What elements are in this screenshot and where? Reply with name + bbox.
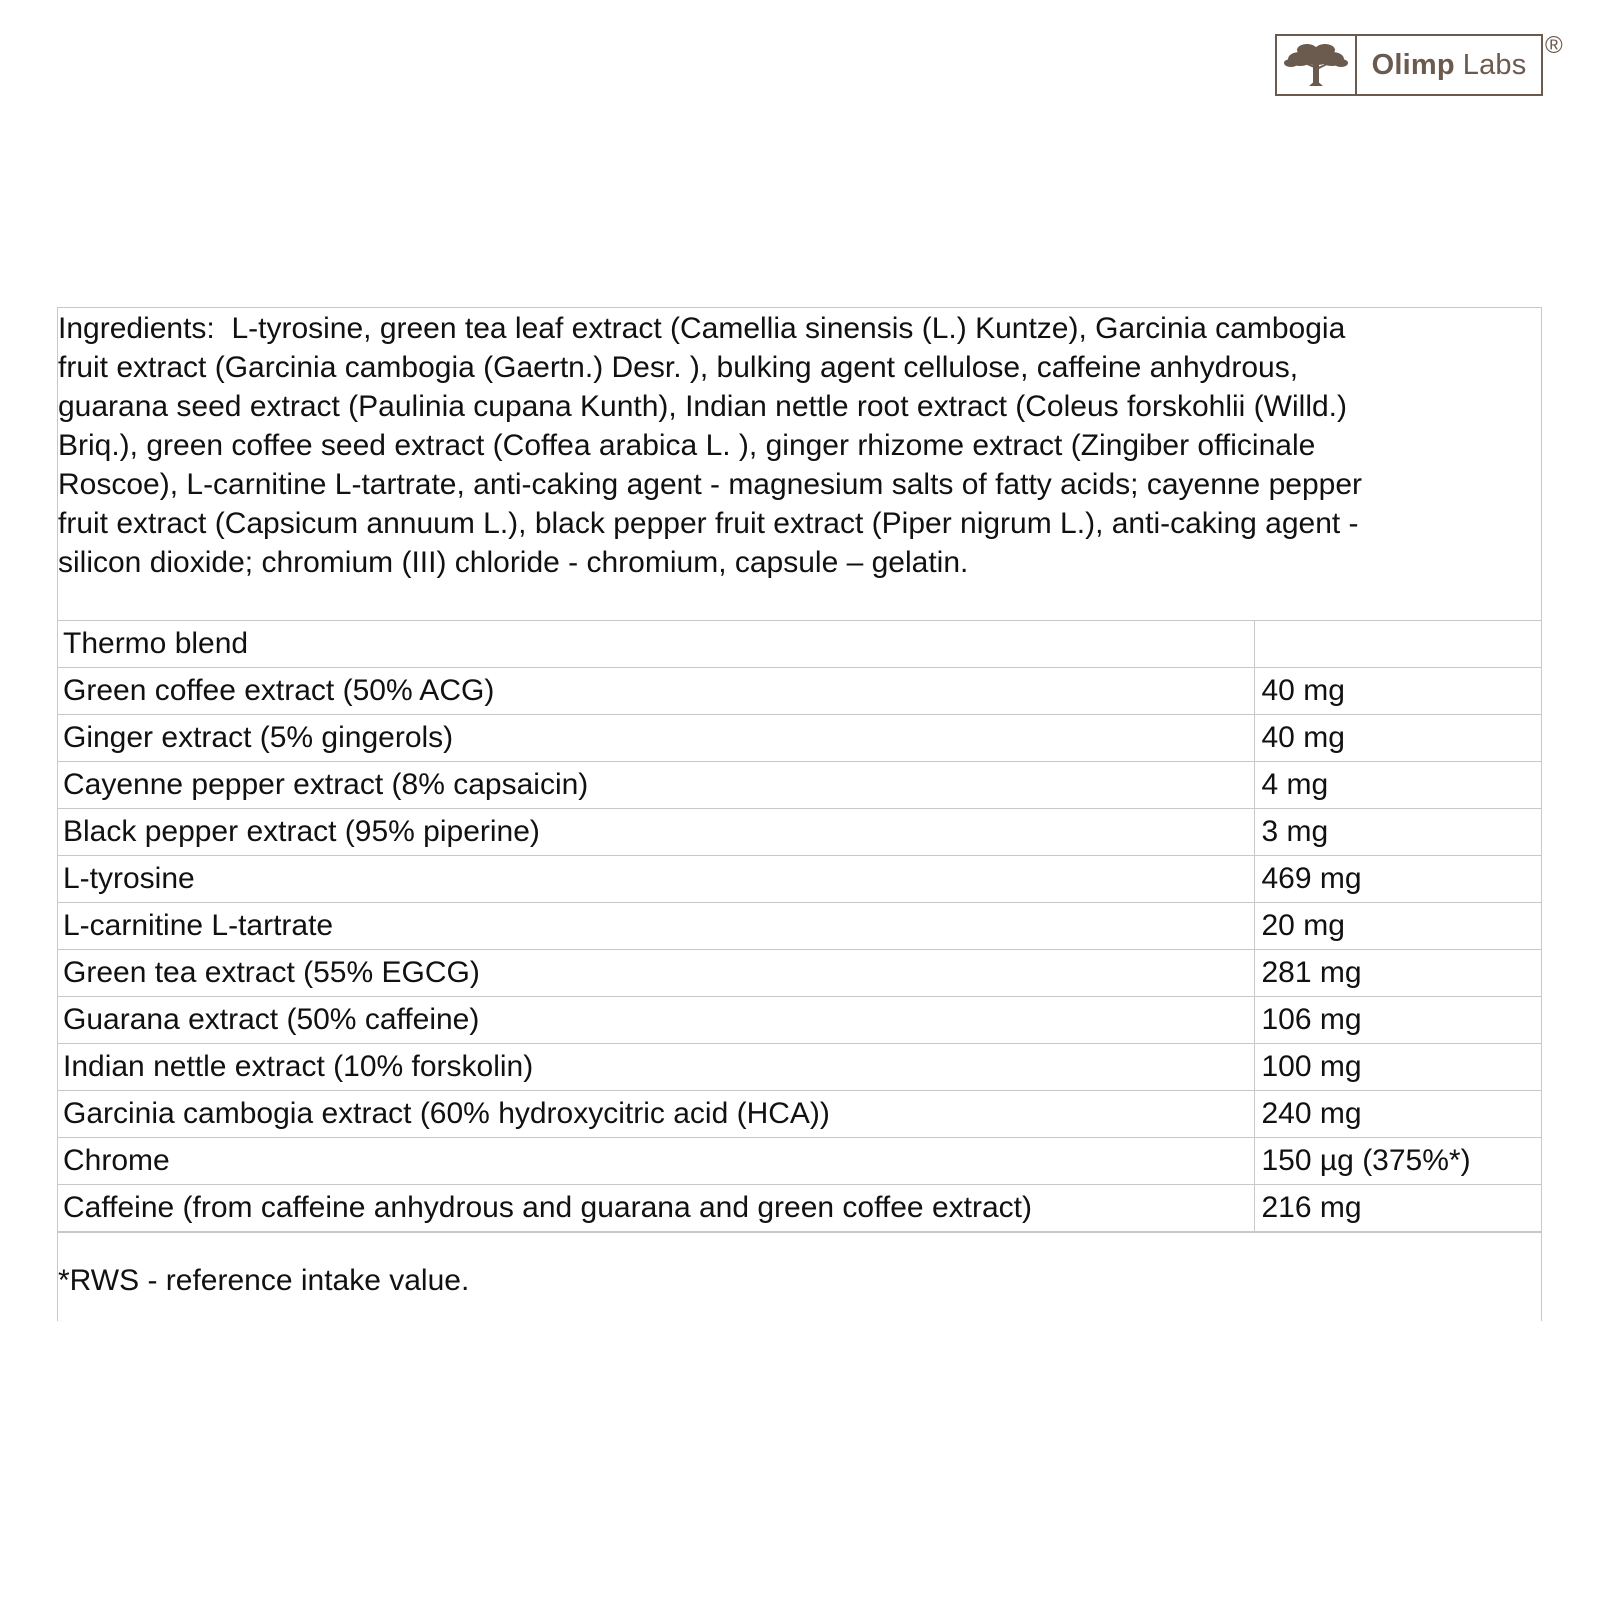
ingredient-amount: 240 mg [1254,1091,1541,1138]
brand-name-bold: Olimp [1371,48,1455,81]
ingredients-text [58,308,1541,620]
table-row [58,715,1541,762]
ingredient-amount: 216 mg [1254,1185,1541,1232]
table-row [58,1091,1541,1138]
table-row [58,1138,1541,1185]
table-row [58,903,1541,950]
ingredient-amount: 40 mg [1254,668,1541,715]
ingredient-amount: 150 µg (375%*) [1254,1138,1541,1185]
nutrition-table [58,620,1541,1232]
table-row [58,762,1541,809]
registered-mark: ® [1545,32,1563,59]
brand-name-light: Labs [1462,48,1527,81]
ingredient-amount: 4 mg [1254,762,1541,809]
ingredients-line: Roscoe), L-carnitine L-tartrate, anti-caking agent - magnesium salts of fatty acids; cayenne pepper [58,468,1362,501]
brand-name [1357,36,1541,94]
ingredient-name: Chrome [58,1138,1254,1185]
product-info-sheet [57,307,1542,1321]
brand-logo [1275,34,1543,96]
table-row [58,809,1541,856]
ingredients-line: Ingredients: L-tyrosine, green tea leaf extract (Camellia sinensis (L.) Kuntze), Garcinia cambogia [58,312,1346,345]
ingredient-amount: 106 mg [1254,997,1541,1044]
ingredient-name: Green tea extract (55% EGCG) [58,950,1254,997]
table-row [58,1044,1541,1091]
ingredients-line: fruit extract (Garcinia cambogia (Gaertn.) Desr. ), bulking agent cellulose, caffeine anhydrous, [58,351,1299,384]
table-row [58,856,1541,903]
ingredients-line: Briq.), green coffee seed extract (Coffea arabica L. ), ginger rhizome extract (Zingiber officinale [58,429,1316,462]
table-row [58,668,1541,715]
tree-icon [1277,36,1357,94]
ingredient-amount: 100 mg [1254,1044,1541,1091]
ingredient-amount: 20 mg [1254,903,1541,950]
ingredient-name: L-carnitine L-tartrate [58,903,1254,950]
table-row [58,997,1541,1044]
footnote: *RWS - reference intake value. [58,1232,1541,1299]
ingredient-name: Cayenne pepper extract (8% capsaicin) [58,762,1254,809]
ingredient-amount [1254,621,1541,668]
ingredient-name: L-tyrosine [58,856,1254,903]
table-row [58,621,1541,668]
ingredient-name: Ginger extract (5% gingerols) [58,715,1254,762]
ingredient-amount: 281 mg [1254,950,1541,997]
ingredient-name: Black pepper extract (95% piperine) [58,809,1254,856]
ingredient-name: Thermo blend [58,621,1254,668]
ingredient-amount: 3 mg [1254,809,1541,856]
ingredient-name: Guarana extract (50% caffeine) [58,997,1254,1044]
ingredient-name: Green coffee extract (50% ACG) [58,668,1254,715]
ingredients-line: guarana seed extract (Paulinia cupana Kunth), Indian nettle root extract (Coleus forskohlii (Willd.) [58,390,1347,423]
ingredients-line: fruit extract (Capsicum annuum L.), black pepper fruit extract (Piper nigrum L.), anti-caking agent - [58,507,1359,540]
ingredient-name: Caffeine (from caffeine anhydrous and guarana and green coffee extract) [58,1185,1254,1232]
ingredient-name: Garcinia cambogia extract (60% hydroxycitric acid (HCA)) [58,1091,1254,1138]
ingredient-name: Indian nettle extract (10% forskolin) [58,1044,1254,1091]
table-row [58,1185,1541,1232]
ingredient-amount: 40 mg [1254,715,1541,762]
ingredient-amount: 469 mg [1254,856,1541,903]
ingredients-line: silicon dioxide; chromium (III) chloride - chromium, capsule – gelatin. [58,546,969,579]
table-row [58,950,1541,997]
